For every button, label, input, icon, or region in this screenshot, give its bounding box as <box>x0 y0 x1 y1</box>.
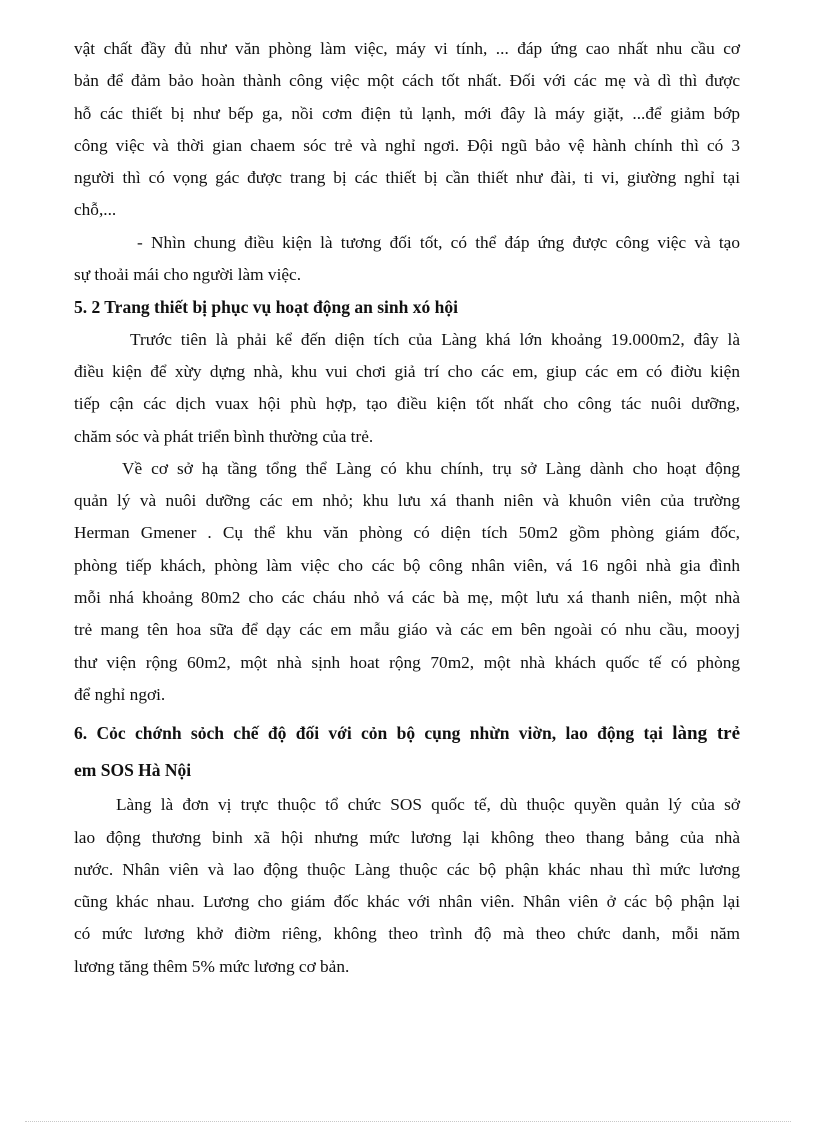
text-line: tiếp cận các dịch vuax hội phù hợp, tạo điều kiện tốt nhất cho công tác nuôi dưỡng, <box>74 394 740 414</box>
paragraph-salary-policy <box>74 789 740 983</box>
page-bottom-border <box>25 1121 791 1122</box>
text-line: - Nhìn chung điều kiện là tương đối tốt, có thể đáp ứng được công việc và tạo <box>137 232 740 252</box>
heading-6-tail: làng trẻ <box>672 723 741 745</box>
text-line: người thì có vọng gác được trang bị các thiết bị cần thiết như đài, ti vi, giường nghỉ tại <box>74 168 740 188</box>
text-line: công việc và thời gian chaem sóc trẻ và nghỉ ngơi. Đội ngũ bảo vệ hành chính thì có 3 <box>74 135 740 155</box>
text-line: quản lý và nuôi dưỡng các em nhỏ; khu lưu xá thanh niên và khuôn viên của trường <box>74 491 740 511</box>
text-line: nước. Nhân viên và lao động thuộc Làng thuộc các bộ phận khác nhau thì mức lương <box>74 859 740 879</box>
heading-line: em SOS Hà Nội <box>74 760 192 781</box>
text-line: chăm sóc và phát triển bình thường của trẻ. <box>74 426 374 446</box>
text-line: phòng tiếp khách, phòng làm việc cho các bộ công nhân viên, vá 16 ngôi nhà gia đình <box>74 555 740 575</box>
paragraph-summary <box>74 227 740 292</box>
text-line: lao động thương binh xã hội nhưng mức lương lại không theo thang bảng của nhà <box>74 827 740 847</box>
heading-6-main: 6. Cỏc chớnh sỏch chế độ đối với cỏn bộ cụng nhừn viờn, lao động tại <box>74 723 663 744</box>
section-heading-6 <box>74 715 740 789</box>
text-line: mỗi nhá khoảng 80m2 cho các cháu nhỏ vá các bà mẹ, một lưu xá thanh niên, một nhà <box>74 588 740 608</box>
text-line: sự thoải mái cho người làm việc. <box>74 265 302 285</box>
text-line: Trước tiên là phải kể đến diện tích của Làng khá lớn khoảng 19.000m2, đây là <box>130 329 740 349</box>
section-heading-5-2: 5. 2 Trang thiết bị phục vụ hoạt động an sinh xó hội <box>74 297 458 318</box>
paragraph-infrastructure <box>74 453 740 711</box>
text-line: Làng là đơn vị trực thuộc tổ chức SOS quốc tế, dù thuộc quyền quản lý của sở <box>116 795 740 815</box>
text-line: Herman Gmener . Cụ thể khu văn phòng có diện tích 50m2 gồm phòng giám đốc, <box>74 523 740 543</box>
paragraph-facilities-continued <box>74 33 740 227</box>
text-line: có mức lương khở điờm riêng, không theo trình độ mà theo chức danh, mỗi năm <box>74 924 740 944</box>
heading-line <box>74 715 740 752</box>
text-line: trẻ mang tên hoa sữa để dạy các em mẫu giáo và các em bên ngoài có nhu cầu, mooyj <box>74 620 740 640</box>
paragraph-land-area <box>74 324 740 453</box>
text-line: hỗ các thiết bị như bếp ga, nồi cơm điện tủ lạnh, mới đây là máy giặt, ...để giảm bớp <box>74 103 740 123</box>
text-line: chỗ,... <box>74 200 117 220</box>
text-line: bản để đảm bảo hoàn thành công việc một cách tốt nhất. Đối với các mẹ và dì thì được <box>74 71 740 91</box>
text-line: Về cơ sở hạ tầng tổng thể Làng có khu chính, trụ sở Làng dành cho hoạt động <box>122 458 740 478</box>
text-line: để nghỉ ngơi. <box>74 684 166 704</box>
text-line: vật chất đầy đủ như văn phòng làm việc, máy vi tính, ... đáp ứng cao nhất nhu cầu cơ <box>74 39 740 58</box>
document-page <box>74 33 740 983</box>
text-line: lương tăng thêm 5% mức lương cơ bản. <box>74 956 350 976</box>
text-line: thư viện rộng 60m2, một nhà sịnh hoat rộng 70m2, một nhà khách quốc tế có phòng <box>74 652 740 672</box>
text-line: điều kiện để xừy dựng nhà, khu vui chơi giả trí cho các em, giup các em có điờu kiện <box>74 361 740 381</box>
text-line: cũng khác nhau. Lương cho giám đốc khác với nhân viên. Nhân viên ở các bộ phận lại <box>74 892 740 912</box>
